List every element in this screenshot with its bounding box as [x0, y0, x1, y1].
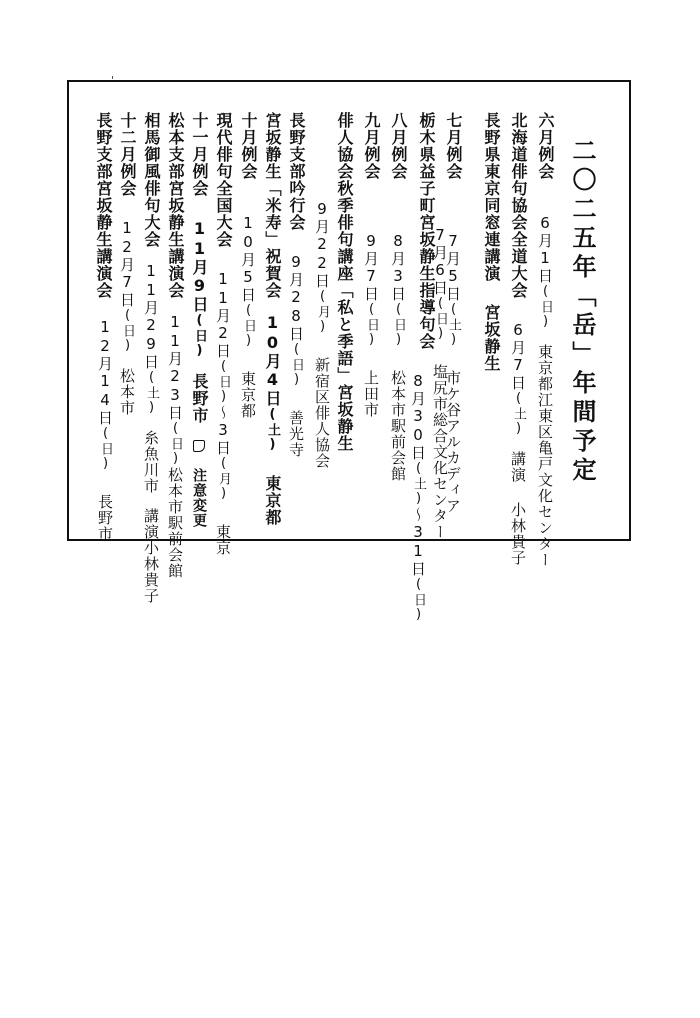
event-extra-date2: 31日: [409, 523, 427, 577]
event-place: 長野市: [96, 494, 114, 542]
event-speaker: 宮坂静生: [335, 384, 354, 452]
event-extra-day2: (日): [411, 577, 426, 623]
schedule-title: [567, 138, 597, 486]
event-place: 松本市駅前会館: [389, 370, 407, 482]
event-name: 宮坂静生「米寿」祝賀会: [263, 112, 282, 299]
event-name: 長野支部宮坂静生講演会: [94, 112, 113, 299]
schedule-entry-december-meeting: [117, 112, 137, 416]
schedule-entry-september-meeting: [361, 112, 381, 418]
event-day: (日): [391, 302, 406, 348]
event-place: 新宿区俳人協会: [313, 357, 331, 469]
event-day: (日): [192, 313, 207, 359]
pointing-hand-icon: [193, 440, 205, 452]
event-sep: 〜: [214, 405, 232, 421]
event-place: 松本市駅前会館: [166, 467, 184, 579]
event-name: 栃木県益子町宮坂静生指導句会: [417, 112, 436, 350]
event-name: 北海道俳句協会全道大会: [509, 112, 528, 299]
event-date2: 3日: [214, 421, 232, 456]
event-day: (土): [265, 407, 280, 453]
event-speaker: 宮坂静生: [482, 304, 501, 372]
title-text: 二〇二五年「岳」年間予定: [568, 138, 596, 486]
event-name: 九月例会: [362, 112, 381, 180]
event-place: 東京都: [263, 475, 282, 526]
event-place: 糸魚川市: [142, 430, 160, 494]
event-day: (月): [315, 289, 330, 335]
event-date: 6月1日: [536, 214, 554, 284]
schedule-entry-august-extra: [408, 372, 428, 623]
event-name: 八月例会: [389, 112, 408, 180]
event-name: 十月例会: [239, 112, 258, 180]
event-date: 9月28日: [287, 253, 305, 342]
event-day: (土): [511, 391, 526, 437]
event-date: 12月7日: [118, 219, 136, 308]
event-date: 12月14日: [96, 318, 114, 426]
event-name: 六月例会: [536, 112, 555, 180]
schedule-entry-soma-gyofu-convention: [141, 112, 161, 604]
schedule-entry-nagano-ginko: [286, 112, 306, 458]
event-place: 上田市: [362, 370, 380, 418]
event-date: 10月4日: [263, 313, 282, 407]
event-name: 長野支部吟行会: [287, 112, 306, 231]
event-day: (土): [446, 302, 461, 348]
schedule-entry-gendai-haiku-convention: [213, 112, 233, 556]
schedule-entry-october-meeting: [238, 112, 258, 419]
event-place: 塩尻市総合文化センター: [431, 364, 449, 540]
schedule-entry-june-meeting: [535, 112, 555, 568]
event-place: 市ケ谷アルカディア: [444, 370, 462, 514]
schedule-entry-august-meeting: [388, 112, 408, 482]
event-date: 9月7日: [362, 232, 380, 302]
event-place: 松本市: [118, 368, 136, 416]
event-date: 9月22日: [313, 200, 331, 289]
event-place: 善光寺: [287, 410, 305, 458]
schedule-entry-hokkaido-convention: [508, 112, 528, 566]
schedule-entry-autumn-haiku-course: [334, 112, 354, 452]
event-place: 東京都: [239, 371, 257, 419]
schedule-entry-tokyo-alumni-lecture: [481, 112, 501, 372]
event-extra-day: (土): [411, 461, 426, 507]
event-date: 11月9日: [190, 219, 209, 313]
event-date: 7月6日: [431, 226, 449, 296]
event-day: (日): [216, 359, 231, 405]
event-place: 講演 小林貴子: [509, 451, 527, 566]
event-day: (土): [144, 370, 159, 416]
event-extra-date: 8月30日: [409, 372, 427, 461]
event-name: 十二月例会: [118, 112, 137, 197]
event-date: 10月5日: [239, 214, 257, 303]
event-extra-sep: 〜: [409, 507, 427, 523]
event-note: 注意変更: [191, 468, 207, 528]
event-name: 現代俳句全国大会: [214, 112, 233, 248]
event-place: 長野市: [190, 373, 209, 424]
event-day: (日): [168, 421, 183, 467]
event-day: (日): [289, 342, 304, 388]
schedule-entry-mashiko-date: [430, 226, 450, 540]
corner-mark: [112, 76, 113, 79]
event-day: (日): [241, 303, 256, 349]
event-name: 松本支部宮坂静生講演会: [166, 112, 185, 299]
schedule-entry-nagano-lecture-date: [95, 318, 115, 542]
event-name: 相馬御風俳句大会: [142, 112, 161, 248]
schedule-entry-november-meeting: [189, 112, 209, 528]
event-date: 6月7日: [509, 321, 527, 391]
schedule-entry-autumn-course-date: [312, 112, 332, 469]
event-day: (日): [433, 296, 448, 342]
event-day: (日): [538, 284, 553, 330]
event-name: 長野県東京同窓連講演: [482, 112, 501, 282]
event-name: 七月例会: [444, 112, 463, 180]
event-extra: 講演小林貴子: [142, 508, 160, 604]
schedule-entry-matsumoto-lecture: [165, 112, 185, 579]
schedule-entry-nagano-lecture: [93, 112, 113, 299]
event-date: 8月3日: [389, 232, 407, 302]
event-date: 11月23日: [166, 313, 184, 421]
event-date: 7月5日: [444, 232, 462, 302]
event-day2: (月): [216, 456, 231, 502]
event-name: 俳人協会秋季俳句講座「私と季語」: [335, 112, 354, 384]
event-place: 東京: [214, 524, 232, 556]
event-place: 東京都江東区亀戸文化センター: [536, 344, 554, 568]
event-name: 十一月例会: [190, 112, 209, 197]
event-date: 11月29日: [142, 262, 160, 370]
event-day: (日): [364, 302, 379, 348]
event-day: (日): [98, 426, 113, 472]
event-day: (日): [120, 308, 135, 354]
schedule-entry-beiju-celebration: [262, 112, 282, 526]
event-date: 11月2日: [214, 270, 232, 359]
